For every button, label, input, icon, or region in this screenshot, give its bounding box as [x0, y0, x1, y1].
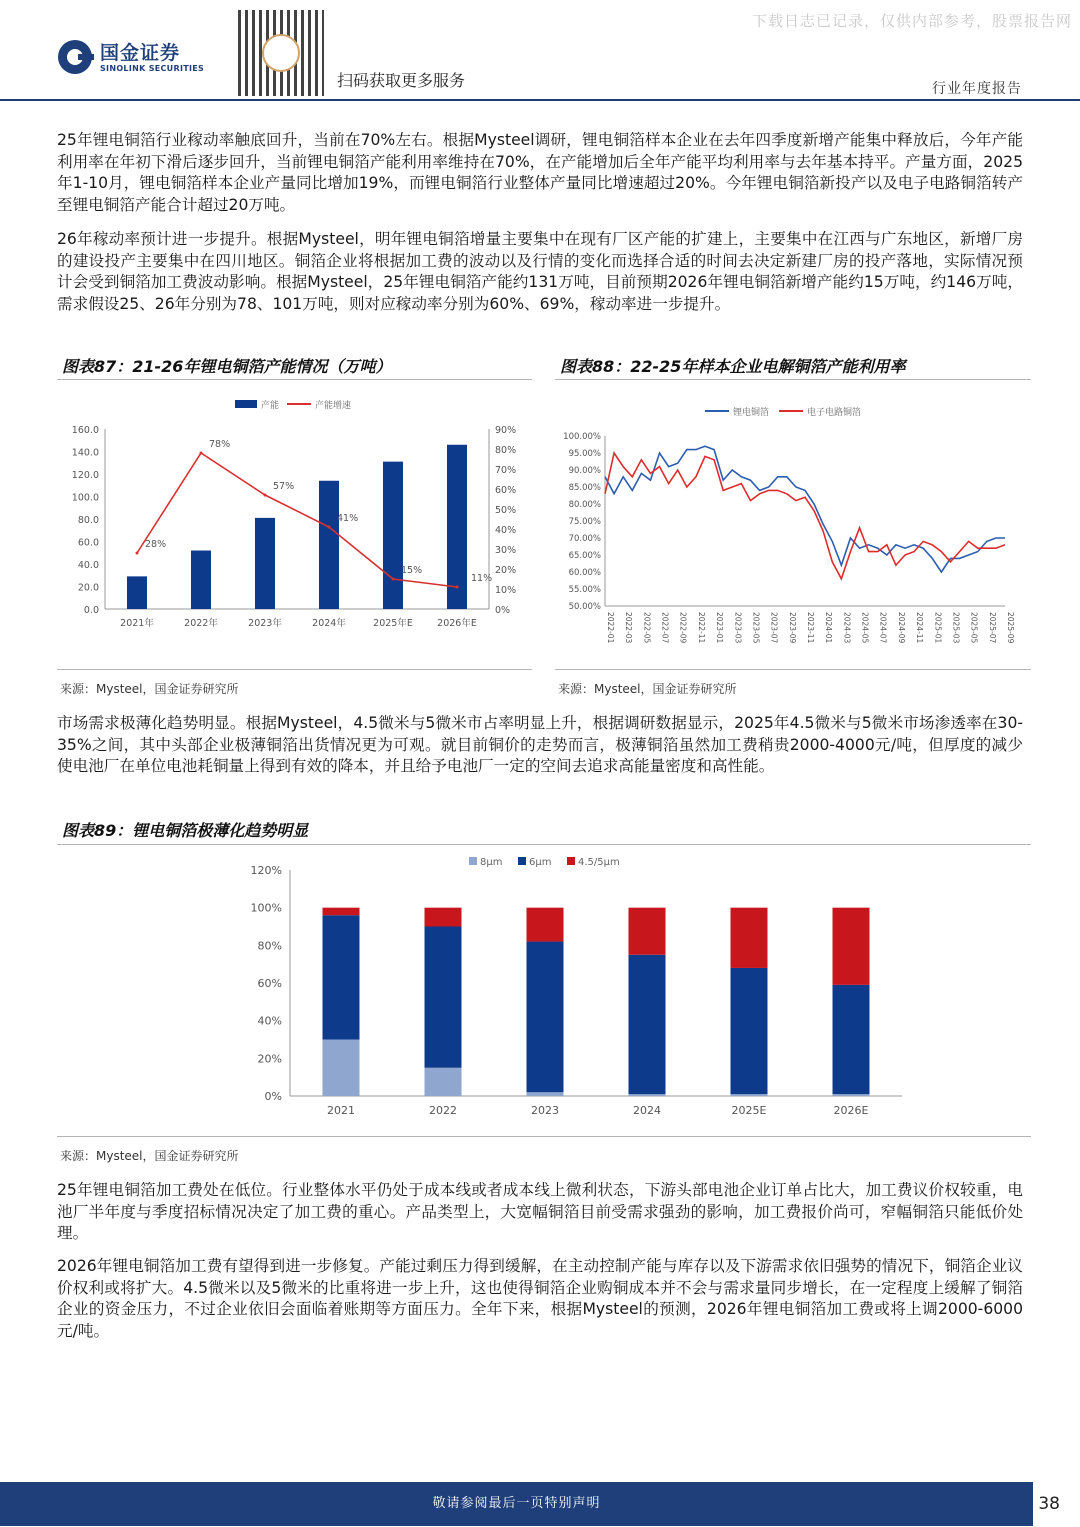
fig88-y-tick: 95.00%	[568, 449, 601, 459]
fig88-x-tick: 2025-01	[933, 612, 943, 644]
fig89-legend-swatch	[469, 857, 477, 865]
fig88-x-tick: 2023-01	[715, 612, 725, 644]
fig88-x-tick: 2025-03	[951, 612, 961, 644]
fig87-growth-point	[328, 526, 331, 529]
paragraph-3: 市场需求极薄化趋势明显。根据Mysteel，4.5微米与5微米市占率明显上升，根据调研数据显示，2025年4.5微米与5微米市场渗透率在30-35%之间，其中头部企业极薄铜箔出货情况更为可观。就目前铜价的走势而言，极薄铜箔虽然加工费稍贵2000-4000元/吨，但厚度的减少使电池厂在单位电池耗铜量上得到有效的降本，并且给予电池厂一定的空间去追求高能量密度和高性能。	[57, 714, 1023, 775]
fig89-x-tick: 2021	[327, 1104, 355, 1117]
fig87-x-tick: 2021年	[120, 618, 154, 629]
fig89-bar-segment	[323, 915, 360, 1039]
fig88-x-tick: 2023-07	[769, 612, 779, 644]
fig89-bar-segment	[833, 1094, 870, 1096]
fig87-source: 来源：Mysteel，国金证券研究所	[60, 682, 239, 696]
fig89-x-tick: 2022	[429, 1104, 457, 1117]
fig87-left-tick: 140.0	[71, 447, 99, 459]
fig87-x-tick: 2026年E	[437, 618, 477, 629]
qr-center-badge	[262, 34, 300, 72]
logo-cn: 国金证券	[100, 41, 181, 64]
fig88-x-tick: 2025-07	[987, 612, 997, 644]
fig89-bar-segment	[527, 1092, 564, 1096]
fig87-growth-label: 11%	[471, 573, 493, 584]
fig89-bar-segment	[629, 908, 666, 955]
fig88-source: 来源：Mysteel，国金证券研究所	[558, 682, 737, 696]
fig89-title: 图表89：锂电铜箔极薄化趋势明显	[62, 821, 309, 840]
fig89-bar-segment	[629, 1094, 666, 1096]
fig87-legend-bar-swatch	[235, 400, 257, 408]
paragraph-4: 25年锂电铜箔加工费处在低位。行业整体水平仍处于成本线或者成本线上微利状态，下游头部电池企业订单占比大，加工费议价权较重，电池厂半年度与季度招标情况决定了加工费的重心。产品类型上，大宽幅铜箔目前受需求强劲的影响，加工费报价尚可，窄幅铜箔只能低价处理。	[57, 1181, 1023, 1242]
fig89-y-tick: 100%	[250, 901, 282, 915]
fig88-x-tick: 2023-05	[751, 612, 761, 644]
fig88-title-rule	[555, 379, 1031, 380]
fig87-title-rule	[57, 379, 532, 380]
fig88-x-tick: 2022-07	[660, 612, 670, 644]
fig88-x-tick: 2023-03	[733, 612, 743, 644]
fig88-legend-label-1: 锂电铜箔	[733, 408, 770, 418]
fig87-left-tick: 160.0	[71, 425, 99, 436]
fig89-bar-segment	[731, 1094, 768, 1096]
fig89-y-tick: 40%	[257, 1014, 282, 1028]
fig88-y-tick: 80.00%	[568, 500, 601, 510]
fig87-growth-label: 57%	[273, 481, 295, 492]
fig89-chart	[57, 848, 1031, 1135]
fig87-left-tick: 20.0	[77, 582, 99, 594]
company-logo	[58, 40, 204, 74]
fig88-y-tick: 100.00%	[563, 432, 601, 442]
fig87-bar	[383, 462, 403, 609]
fig89-y-tick: 120%	[250, 864, 282, 877]
fig87-left-tick: 120.0	[71, 470, 99, 481]
fig88-y-tick: 60.00%	[568, 568, 601, 578]
fig89-bar-segment	[323, 1040, 360, 1097]
fig87-chart	[57, 384, 532, 669]
fig87-right-tick: 20%	[495, 565, 517, 576]
fig87-growth-point	[264, 494, 267, 497]
fig88-y-tick: 55.00%	[568, 585, 601, 595]
fig87-right-tick: 40%	[495, 525, 517, 536]
fig87-legend-line-label: 产能增速	[315, 401, 352, 411]
fig88-y-tick: 70.00%	[568, 534, 601, 544]
fig87-growth-point	[392, 578, 395, 581]
fig89-legend-label: 4.5/5μm	[578, 857, 620, 868]
fig89-x-tick: 2026E	[833, 1104, 869, 1117]
qr-caption: 扫码获取更多服务	[337, 71, 466, 90]
fig87-left-tick: 0.0	[83, 605, 99, 616]
fig87-right-tick: 10%	[495, 585, 517, 596]
fig89-x-tick: 2023	[531, 1104, 559, 1117]
fig89-bar-segment	[527, 908, 564, 942]
fig87-right-tick: 60%	[495, 485, 517, 496]
fig88-x-tick: 2025-05	[969, 612, 979, 644]
fig87-bar	[127, 576, 147, 609]
fig88-y-tick: 75.00%	[568, 517, 601, 527]
fig87-right-tick: 30%	[495, 545, 517, 556]
fig87-right-tick: 0%	[495, 605, 511, 616]
fig87-growth-point	[200, 452, 203, 455]
fig87-right-tick: 80%	[495, 445, 517, 456]
fig89-y-tick: 80%	[257, 939, 282, 953]
fig88-x-tick: 2024-03	[842, 612, 852, 644]
fig88-x-tick: 2024-11	[915, 612, 925, 644]
fig89-source: 来源：Mysteel，国金证券研究所	[60, 1149, 239, 1163]
fig89-y-tick: 60%	[257, 977, 282, 990]
fig89-bar-segment	[731, 968, 768, 1094]
fig87-bar	[255, 518, 275, 609]
fig89-legend-swatch	[518, 857, 526, 865]
fig88-x-tick: 2022-09	[678, 612, 688, 644]
watermark-text: 下载日志已记录，仅供内部参考，股票报告网	[751, 12, 1072, 30]
fig89-legend-label: 8μm	[480, 857, 503, 868]
fig87-right-tick: 50%	[495, 505, 517, 516]
fig88-x-tick: 2022-01	[606, 612, 615, 644]
fig87-growth-label: 41%	[337, 513, 359, 524]
paragraph-5: 2026年锂电铜箔加工费有望得到进一步修复。产能过剩压力得到缓解，在主动控制产能与库存以及下游需求依旧强势的情况下，铜箔企业议价权利或将扩大。4.5微米以及5微米的比重将进一步上升，这也使得铜箔企业购铜成本并不会与需求量同步增长，在一定程度上缓解了铜箔企业的资金压力，不过企业依旧会面临着账期等方面压力。全年下来，根据Mysteel的预测，2026年锂电铜箔加工费或将上调2000-6000元/吨。	[57, 1257, 1023, 1340]
fig87-left-tick: 40.0	[77, 560, 99, 571]
fig88-y-tick: 50.00%	[568, 602, 601, 612]
fig87-growth-label: 28%	[145, 539, 167, 550]
fig88-series-line-2	[605, 453, 1005, 579]
paragraph-1: 25年锂电铜箔行业稼动率触底回升，当前在70%左右。根据Mysteel调研，锂电铜箔样本企业在去年四季度新增产能集中释放后，今年产能利用率在年初下滑后逐步回升，当前锂电铜箔产能利用率维持在70%，在产能增加后全年产能平均利用率与去年基本持平。产量方面，2025年1-10月，锂电铜箔样本企业产量同比增加19%，而锂电铜箔行业整体产量同比增速超过20%。今年锂电铜箔新投产以及电子电路铜箔转产至锂电铜箔产能合计超过20万吨。	[57, 131, 1023, 214]
fig88-legend-label-2: 电子电路铜箔	[807, 408, 862, 418]
fig88-x-tick: 2024-05	[860, 612, 870, 644]
fig88-y-tick: 85.00%	[568, 483, 601, 493]
fig88-x-tick: 2023-09	[787, 612, 797, 644]
fig87-bar	[191, 551, 211, 610]
fig88-chart	[555, 384, 1031, 669]
fig89-bar-segment	[833, 908, 870, 985]
fig89-legend-label: 6μm	[529, 857, 552, 868]
fig87-left-tick: 80.0	[77, 515, 99, 526]
footer-disclaimer: 敬请参阅最后一页特别声明	[0, 1482, 1033, 1526]
fig88-bottom-rule	[555, 669, 1031, 670]
paragraph-2: 26年稼动率预计进一步提升。根据Mysteel，明年锂电铜箔增量主要集中在现有厂区产能的扩建上，主要集中在江西与广东地区，新增厂房的建设投产主要集中在四川地区。铜箔企业将根据加工费的波动以及行情的变化而选择合适的时间去决定新建厂房的投产落地，实际情况预计会受到铜箔加工费波动影响。根据Mysteel，25年锂电铜箔产能约131万吨，目前预期2026年锂电铜箔新增产能约15万吨，约146万吨，需求假设25、26年分别为78、101万吨，则对应稼动率分别为60%、69%，稼动率进一步提升。	[57, 230, 1023, 313]
fig87-growth-point	[136, 552, 139, 555]
fig89-bar-segment	[425, 908, 462, 927]
page-number: 38	[1038, 1494, 1060, 1514]
fig88-x-tick: 2024-09	[896, 612, 906, 644]
report-type: 行业年度报告	[932, 81, 1022, 97]
fig89-bar-segment	[425, 1068, 462, 1096]
fig88-x-tick: 2024-07	[878, 612, 888, 644]
logo-en: SINOLINK SECURITIES	[100, 63, 205, 73]
fig87-growth-point	[456, 586, 459, 589]
fig89-bar-segment	[629, 955, 666, 1094]
fig87-bar	[447, 445, 467, 609]
fig89-y-tick: 0%	[264, 1090, 282, 1103]
fig88-x-tick: 2022-03	[624, 612, 634, 644]
fig89-x-tick: 2025E	[731, 1104, 767, 1117]
fig87-x-tick: 2024年	[312, 618, 346, 629]
fig89-bar-segment	[731, 908, 768, 968]
fig87-right-tick: 90%	[495, 425, 517, 436]
fig89-legend-swatch	[567, 857, 575, 865]
fig87-x-tick: 2022年	[184, 618, 218, 629]
fig88-x-tick: 2022-05	[642, 612, 652, 644]
fig88-series-line-1	[605, 446, 1005, 572]
fig89-y-tick: 20%	[257, 1052, 282, 1066]
fig89-bar-segment	[833, 985, 870, 1094]
fig89-x-tick: 2024	[633, 1104, 661, 1117]
fig88-x-tick: 2022-11	[696, 612, 706, 644]
header-divider	[0, 99, 1080, 101]
fig87-legend-bar-label: 产能	[261, 401, 280, 411]
fig87-growth-label: 78%	[209, 439, 231, 450]
fig89-bar-segment	[527, 942, 564, 1093]
fig89-bottom-rule	[57, 1136, 1031, 1137]
logo-icon	[58, 40, 92, 74]
fig89-bar-segment	[323, 908, 360, 916]
fig87-growth-label: 15%	[401, 565, 423, 576]
fig87-right-tick: 70%	[495, 465, 517, 476]
fig88-x-tick: 2025-09	[1006, 612, 1015, 644]
fig89-bar-segment	[425, 927, 462, 1068]
fig87-bar	[319, 481, 339, 609]
fig89-title-rule	[57, 844, 1031, 845]
fig87-left-tick: 60.0	[77, 537, 99, 549]
fig87-x-tick: 2023年	[248, 618, 282, 629]
fig88-x-tick: 2023-11	[806, 612, 815, 644]
fig87-bottom-rule	[57, 669, 532, 670]
fig88-x-tick: 2024-01	[824, 612, 834, 644]
fig88-y-tick: 65.00%	[568, 551, 601, 561]
fig87-left-tick: 100.0	[71, 492, 99, 504]
fig87-title: 图表87：21-26年锂电铜箔产能情况（万吨）	[62, 357, 392, 376]
fig87-x-tick: 2025年E	[373, 618, 413, 629]
fig88-y-tick: 90.00%	[568, 466, 601, 476]
fig88-title: 图表88：22-25年样本企业电解铜箔产能利用率	[560, 357, 906, 376]
